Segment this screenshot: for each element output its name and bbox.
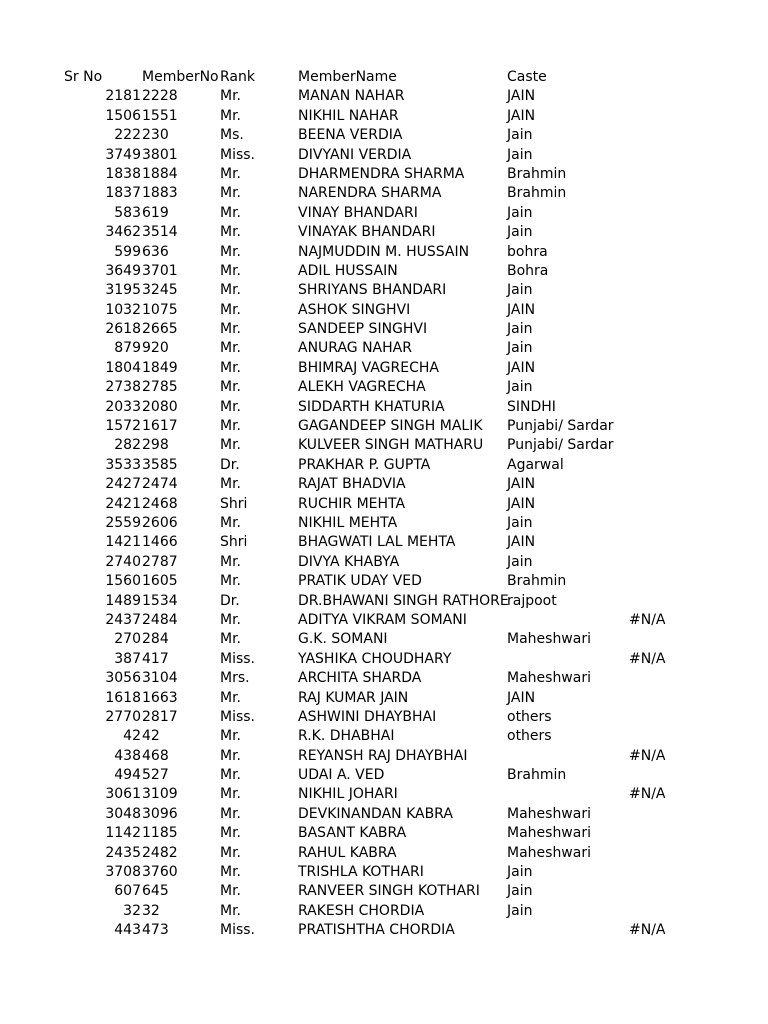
- header-member-name: MemberName: [298, 69, 397, 85]
- caste-cell: JAIN: [507, 689, 536, 706]
- rank-cell: Mr.: [220, 379, 241, 396]
- table-row: [0, 281, 768, 300]
- member-name-cell: VINAY BHANDARI: [298, 204, 418, 221]
- member-name-cell: RAHUL KABRA: [298, 844, 397, 861]
- table-row: [0, 533, 768, 552]
- member-no-cell: 2787: [142, 553, 178, 570]
- caste-cell: JAIN: [507, 534, 536, 551]
- member-name-cell: SANDEEP SINGHVI: [298, 321, 428, 338]
- error-cell: #N/A: [629, 650, 666, 667]
- table-row: [0, 223, 768, 242]
- table-row: [0, 87, 768, 106]
- member-name-cell: DR.BHAWANI SINGH RATHORE: [298, 592, 509, 609]
- caste-cell: Maheshwari: [507, 825, 591, 842]
- sr-no-cell: 32: [123, 902, 141, 919]
- table-row: [0, 708, 768, 727]
- error-cell: #N/A: [629, 611, 666, 628]
- table-row: [0, 378, 768, 397]
- rank-cell: Miss.: [220, 146, 256, 163]
- member-no-cell: 1075: [142, 301, 178, 318]
- member-no-cell: 298: [142, 437, 169, 454]
- member-no-cell: 32: [142, 902, 160, 919]
- member-no-cell: 1849: [142, 359, 178, 376]
- sr-no-cell: 494: [114, 767, 141, 784]
- member-name-cell: NIKHIL NAHAR: [298, 107, 399, 124]
- table-row: [0, 805, 768, 824]
- table-row: [0, 514, 768, 533]
- member-name-cell: TRISHLA KOTHARI: [298, 864, 424, 881]
- member-no-cell: 1551: [142, 107, 178, 124]
- member-no-cell: 1534: [142, 592, 178, 609]
- sr-no-cell: 583: [114, 204, 141, 221]
- member-no-cell: 527: [142, 767, 169, 784]
- sr-no-cell: 1804: [105, 359, 141, 376]
- caste-cell: JAIN: [507, 359, 536, 376]
- sr-no-cell: 3533: [105, 456, 141, 473]
- caste-cell: others: [507, 708, 552, 725]
- member-no-cell: 3801: [142, 146, 178, 163]
- rank-cell: Mr.: [220, 165, 241, 182]
- member-name-cell: SIDDARTH KHATURIA: [298, 398, 445, 415]
- member-no-cell: 3104: [142, 670, 178, 687]
- table-row: [0, 398, 768, 417]
- caste-cell: Maheshwari: [507, 631, 591, 648]
- caste-cell: SINDHI: [507, 398, 556, 415]
- sr-no-cell: 387: [114, 650, 141, 667]
- sr-no-cell: 3056: [105, 670, 141, 687]
- rank-cell: Mr.: [220, 573, 241, 590]
- sr-no-cell: 2435: [105, 844, 141, 861]
- table-row: [0, 301, 768, 320]
- sr-no-cell: 3708: [105, 864, 141, 881]
- caste-cell: Brahmin: [507, 185, 567, 202]
- member-name-cell: RANVEER SINGH KOTHARI: [298, 883, 480, 900]
- member-no-cell: 1185: [142, 825, 178, 842]
- sr-no-cell: 2770: [105, 708, 141, 725]
- member-name-cell: REYANSH RAJ DHAYBHAI: [298, 747, 468, 764]
- rank-cell: Dr.: [220, 592, 240, 609]
- table-row: [0, 184, 768, 203]
- caste-cell: Agarwal: [507, 456, 564, 473]
- caste-cell: JAIN: [507, 107, 536, 124]
- sr-no-cell: 1421: [105, 534, 141, 551]
- caste-cell: Brahmin: [507, 767, 567, 784]
- rank-cell: Mr.: [220, 864, 241, 881]
- sr-no-cell: 2437: [105, 611, 141, 628]
- rank-cell: Mr.: [220, 185, 241, 202]
- member-name-cell: DIVYA KHABYA: [298, 553, 400, 570]
- member-table: [0, 68, 768, 941]
- table-row: [0, 669, 768, 688]
- table-row: [0, 456, 768, 475]
- table-row: [0, 863, 768, 882]
- rank-cell: Miss.: [220, 922, 256, 939]
- member-name-cell: ADIL HUSSAIN: [298, 262, 398, 279]
- rank-cell: Mr.: [220, 553, 241, 570]
- rank-cell: Mr.: [220, 747, 241, 764]
- table-row: [0, 204, 768, 223]
- table-row: [0, 262, 768, 281]
- member-no-cell: 468: [142, 747, 169, 764]
- rank-cell: Mr.: [220, 340, 241, 357]
- rank-cell: Mr.: [220, 301, 241, 318]
- member-name-cell: G.K. SOMANI: [298, 631, 388, 648]
- caste-cell: Maheshwari: [507, 844, 591, 861]
- table-row: [0, 339, 768, 358]
- caste-cell: Brahmin: [507, 165, 567, 182]
- caste-cell: Jain: [507, 864, 533, 881]
- member-name-cell: NARENDRA SHARMA: [298, 185, 442, 202]
- caste-cell: Bohra: [507, 262, 549, 279]
- member-no-cell: 3514: [142, 224, 178, 241]
- caste-cell: Maheshwari: [507, 670, 591, 687]
- member-name-cell: R.K. DHABHAI: [298, 728, 395, 745]
- sr-no-cell: 2618: [105, 321, 141, 338]
- sr-no-cell: 1572: [105, 418, 141, 435]
- sr-no-cell: 1032: [105, 301, 141, 318]
- header-caste: Caste: [507, 69, 547, 85]
- member-name-cell: DIVYANI VERDIA: [298, 146, 412, 163]
- caste-cell: Jain: [507, 321, 533, 338]
- member-no-cell: 2474: [142, 476, 178, 493]
- table-row: [0, 766, 768, 785]
- sr-no-cell: 599: [114, 243, 141, 260]
- header-row: [0, 68, 768, 87]
- rank-cell: Mr.: [220, 844, 241, 861]
- rank-cell: Mr.: [220, 88, 241, 105]
- sr-no-cell: 2738: [105, 379, 141, 396]
- sr-no-cell: 2559: [105, 514, 141, 531]
- error-cell: #N/A: [629, 786, 666, 803]
- member-no-cell: 3096: [142, 805, 178, 822]
- caste-cell: Jain: [507, 340, 533, 357]
- member-no-cell: 3701: [142, 262, 178, 279]
- member-no-cell: 3245: [142, 282, 178, 299]
- table-row: [0, 165, 768, 184]
- member-no-cell: 230: [142, 127, 169, 144]
- rank-cell: Mr.: [220, 107, 241, 124]
- table-row: [0, 650, 768, 669]
- error-cell: #N/A: [629, 922, 666, 939]
- sr-no-cell: 270: [114, 631, 141, 648]
- member-name-cell: YASHIKA CHOUDHARY: [298, 650, 452, 667]
- rank-cell: Mr.: [220, 902, 241, 919]
- table-row: [0, 126, 768, 145]
- member-name-cell: RUCHIR MEHTA: [298, 495, 406, 512]
- member-name-cell: BASANT KABRA: [298, 825, 407, 842]
- table-row: [0, 844, 768, 863]
- member-no-cell: 1617: [142, 418, 178, 435]
- rank-cell: Mr.: [220, 418, 241, 435]
- sr-no-cell: 42: [123, 728, 141, 745]
- member-name-cell: PRATIK UDAY VED: [298, 573, 422, 590]
- member-no-cell: 473: [142, 922, 169, 939]
- member-name-cell: ARCHITA SHARDA: [298, 670, 422, 687]
- caste-cell: Jain: [507, 379, 533, 396]
- member-name-cell: RAJ KUMAR JAIN: [298, 689, 409, 706]
- sr-no-cell: 3061: [105, 786, 141, 803]
- sr-no-cell: 2740: [105, 553, 141, 570]
- rank-cell: Mr.: [220, 631, 241, 648]
- sr-no-cell: 2427: [105, 476, 141, 493]
- rank-cell: Mr.: [220, 321, 241, 338]
- member-name-cell: RAJAT BHADVIA: [298, 476, 406, 493]
- table-row: [0, 592, 768, 611]
- member-no-cell: 2817: [142, 708, 178, 725]
- rank-cell: Mr.: [220, 514, 241, 531]
- member-no-cell: 619: [142, 204, 169, 221]
- rank-cell: Mr.: [220, 437, 241, 454]
- rank-cell: Mr.: [220, 689, 241, 706]
- member-name-cell: NIKHIL JOHARI: [298, 786, 398, 803]
- rank-cell: Mr.: [220, 883, 241, 900]
- rank-cell: Mr.: [220, 204, 241, 221]
- rank-cell: Mr.: [220, 825, 241, 842]
- table-row: [0, 417, 768, 436]
- member-name-cell: ASHWINI DHAYBHAI: [298, 708, 437, 725]
- caste-cell: Jain: [507, 146, 533, 163]
- caste-cell: Brahmin: [507, 573, 567, 590]
- rank-cell: Mr.: [220, 611, 241, 628]
- rank-cell: Shri: [220, 534, 248, 551]
- table-body: [0, 87, 768, 940]
- member-no-cell: 3760: [142, 864, 178, 881]
- member-name-cell: VINAYAK BHANDARI: [298, 224, 436, 241]
- rank-cell: Miss.: [220, 650, 256, 667]
- rank-cell: Shri: [220, 495, 248, 512]
- sr-no-cell: 222: [114, 127, 141, 144]
- member-name-cell: BHIMRAJ VAGRECHA: [298, 359, 439, 376]
- caste-cell: JAIN: [507, 301, 536, 318]
- table-row: [0, 320, 768, 339]
- sr-no-cell: 1837: [105, 185, 141, 202]
- sr-no-cell: 1142: [105, 825, 141, 842]
- caste-cell: Jain: [507, 902, 533, 919]
- sr-no-cell: 3749: [105, 146, 141, 163]
- member-no-cell: 1884: [142, 165, 178, 182]
- caste-cell: Jain: [507, 127, 533, 144]
- member-name-cell: PRATISHTHA CHORDIA: [298, 922, 455, 939]
- caste-cell: Jain: [507, 553, 533, 570]
- header-sr-no: Sr No: [64, 69, 103, 85]
- member-name-cell: DHARMENDRA SHARMA: [298, 165, 465, 182]
- member-name-cell: BHAGWATI LAL MEHTA: [298, 534, 456, 551]
- caste-cell: bohra: [507, 243, 548, 260]
- member-name-cell: ALEKH VAGRECHA: [298, 379, 426, 396]
- sr-no-cell: 1838: [105, 165, 141, 182]
- rank-cell: Mr.: [220, 359, 241, 376]
- sr-no-cell: 879: [114, 340, 141, 357]
- header-member-no: MemberNo: [142, 69, 219, 85]
- sr-no-cell: 1489: [105, 592, 141, 609]
- sr-no-cell: 443: [114, 922, 141, 939]
- table-row: [0, 553, 768, 572]
- sr-no-cell: 3195: [105, 282, 141, 299]
- member-name-cell: SHRIYANS BHANDARI: [298, 282, 447, 299]
- table-row: [0, 475, 768, 494]
- member-name-cell: UDAI A. VED: [298, 767, 385, 784]
- member-name-cell: ASHOK SINGHVI: [298, 301, 411, 318]
- caste-cell: Jain: [507, 883, 533, 900]
- rank-cell: Mr.: [220, 786, 241, 803]
- member-no-cell: 2468: [142, 495, 178, 512]
- sr-no-cell: 2181: [105, 88, 141, 105]
- table-row: [0, 107, 768, 126]
- table-row: [0, 824, 768, 843]
- member-name-cell: ANURAG NAHAR: [298, 340, 412, 357]
- table-row: [0, 785, 768, 804]
- member-no-cell: 636: [142, 243, 169, 260]
- rank-cell: Mr.: [220, 767, 241, 784]
- rank-cell: Mr.: [220, 262, 241, 279]
- caste-cell: Jain: [507, 224, 533, 241]
- member-no-cell: 2228: [142, 88, 178, 105]
- caste-cell: rajpoot: [507, 592, 557, 609]
- caste-cell: Jain: [507, 204, 533, 221]
- rank-cell: Mr.: [220, 398, 241, 415]
- member-name-cell: PRAKHAR P. GUPTA: [298, 456, 431, 473]
- sr-no-cell: 1618: [105, 689, 141, 706]
- caste-cell: Jain: [507, 514, 533, 531]
- member-no-cell: 2606: [142, 514, 178, 531]
- rank-cell: Dr.: [220, 456, 240, 473]
- table-row: [0, 359, 768, 378]
- rank-cell: Mr.: [220, 282, 241, 299]
- sr-no-cell: 3048: [105, 805, 141, 822]
- member-no-cell: 1605: [142, 573, 178, 590]
- table-row: [0, 747, 768, 766]
- caste-cell: JAIN: [507, 476, 536, 493]
- rank-cell: Mr.: [220, 224, 241, 241]
- table-row: [0, 630, 768, 649]
- table-row: [0, 495, 768, 514]
- member-name-cell: NIKHIL MEHTA: [298, 514, 398, 531]
- table-row: [0, 572, 768, 591]
- sr-no-cell: 1506: [105, 107, 141, 124]
- member-no-cell: 284: [142, 631, 169, 648]
- member-name-cell: GAGANDEEP SINGH MALIK: [298, 418, 483, 435]
- member-no-cell: 2080: [142, 398, 178, 415]
- member-no-cell: 2785: [142, 379, 178, 396]
- caste-cell: Jain: [507, 282, 533, 299]
- member-no-cell: 42: [142, 728, 160, 745]
- table-row: [0, 727, 768, 746]
- caste-cell: Punjabi/ Sardar: [507, 437, 614, 454]
- member-no-cell: 2665: [142, 321, 178, 338]
- caste-cell: JAIN: [507, 495, 536, 512]
- member-no-cell: 2484: [142, 611, 178, 628]
- table-row: [0, 921, 768, 940]
- table-row: [0, 146, 768, 165]
- member-name-cell: ADITYA VIKRAM SOMANI: [298, 611, 467, 628]
- member-name-cell: KULVEER SINGH MATHARU: [298, 437, 484, 454]
- member-no-cell: 3109: [142, 786, 178, 803]
- table-row: [0, 902, 768, 921]
- rank-cell: Mr.: [220, 476, 241, 493]
- sr-no-cell: 282: [114, 437, 141, 454]
- member-name-cell: NAJMUDDIN M. HUSSAIN: [298, 243, 470, 260]
- rank-cell: Miss.: [220, 708, 256, 725]
- table-row: [0, 882, 768, 901]
- caste-cell: others: [507, 728, 552, 745]
- member-no-cell: 1466: [142, 534, 178, 551]
- rank-cell: Ms.: [220, 127, 244, 144]
- rank-cell: Mr.: [220, 805, 241, 822]
- sr-no-cell: 3649: [105, 262, 141, 279]
- table-row: [0, 689, 768, 708]
- sr-no-cell: 2421: [105, 495, 141, 512]
- sr-no-cell: 2033: [105, 398, 141, 415]
- member-name-cell: DEVKINANDAN KABRA: [298, 805, 453, 822]
- caste-cell: Maheshwari: [507, 805, 591, 822]
- member-no-cell: 920: [142, 340, 169, 357]
- sr-no-cell: 1560: [105, 573, 141, 590]
- member-no-cell: 1883: [142, 185, 178, 202]
- error-cell: #N/A: [629, 747, 666, 764]
- member-no-cell: 1663: [142, 689, 178, 706]
- caste-cell: JAIN: [507, 88, 536, 105]
- rank-cell: Mr.: [220, 243, 241, 260]
- member-name-cell: RAKESH CHORDIA: [298, 902, 425, 919]
- table-row: [0, 611, 768, 630]
- member-no-cell: 645: [142, 883, 169, 900]
- sr-no-cell: 438: [114, 747, 141, 764]
- member-name-cell: BEENA VERDIA: [298, 127, 403, 144]
- rank-cell: Mr.: [220, 728, 241, 745]
- member-name-cell: MANAN NAHAR: [298, 88, 405, 105]
- table-row: [0, 243, 768, 262]
- member-no-cell: 2482: [142, 844, 178, 861]
- table-row: [0, 436, 768, 455]
- sr-no-cell: 3462: [105, 224, 141, 241]
- caste-cell: Punjabi/ Sardar: [507, 418, 614, 435]
- rank-cell: Mrs.: [220, 670, 250, 687]
- member-no-cell: 3585: [142, 456, 178, 473]
- member-no-cell: 417: [142, 650, 169, 667]
- header-rank: Rank: [220, 69, 255, 85]
- sr-no-cell: 607: [114, 883, 141, 900]
